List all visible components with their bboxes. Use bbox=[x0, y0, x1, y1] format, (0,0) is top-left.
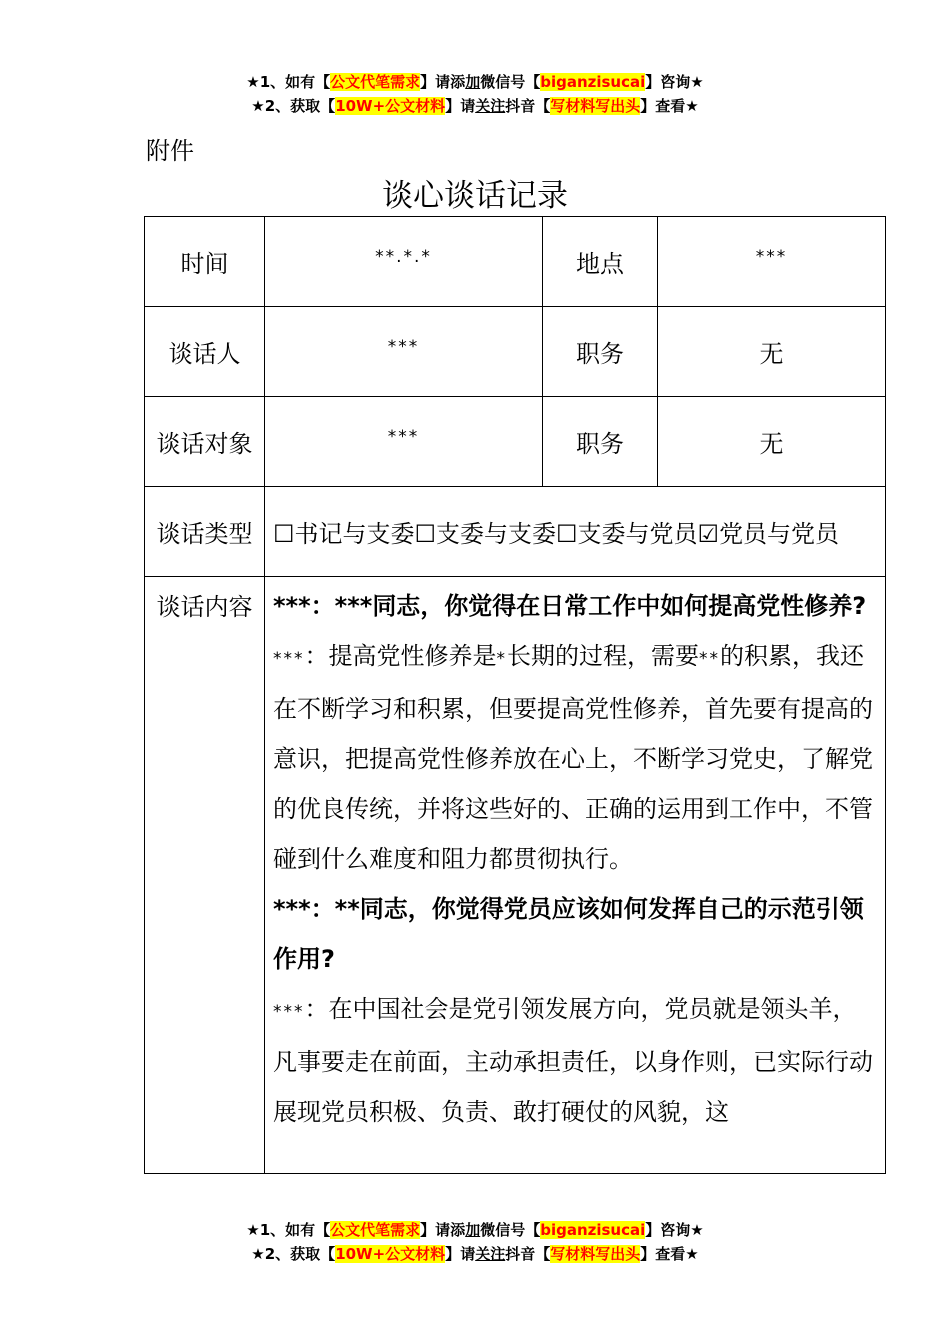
talker-value-text: *** bbox=[387, 336, 420, 357]
promo-text: 】请添 bbox=[420, 1221, 466, 1239]
question-text: 同志，你觉得在日常工作中如何提高党性修养? bbox=[372, 592, 867, 620]
talk-content-body bbox=[273, 581, 877, 1163]
promo-underline: 关注 bbox=[475, 97, 506, 115]
redaction-mark: * bbox=[496, 649, 507, 669]
table-row-content bbox=[145, 577, 886, 1174]
promo-text: ★2、获取【 bbox=[251, 97, 336, 115]
answer-text: 的积累，我还在不断学习和积累，但要提高党性修养，首先要有提高的意识，把提高党性修养放在心上，不断学习党史，了解党的优良传统，并将这些好的、正确的运用到工作中，不管碰到什么难度和阻力都贯彻执行。 bbox=[273, 642, 873, 873]
talker-value bbox=[265, 307, 543, 397]
promo-highlight: biganzisucai bbox=[540, 73, 646, 91]
table-row-time bbox=[145, 217, 886, 307]
promo-text: ★1、如有【 bbox=[246, 1221, 331, 1239]
promo-highlight: 公文代笔需求 bbox=[330, 73, 421, 91]
target-position-value: 无 bbox=[658, 397, 886, 487]
checkbox-icon: ☐ bbox=[414, 520, 437, 548]
promo-line-1 bbox=[0, 70, 950, 94]
speaker-prefix: *** bbox=[273, 1002, 305, 1022]
talk-type-options bbox=[265, 487, 886, 577]
promo-text: 】咨询★ bbox=[645, 73, 704, 91]
checkbox-icon: ☐ bbox=[556, 520, 578, 548]
talk-content-label: 谈话内容 bbox=[145, 577, 265, 1174]
target-position-label: 职务 bbox=[543, 397, 658, 487]
talk-type-option: 支委与党员 bbox=[577, 520, 698, 548]
promo-highlight: 公文代笔需求 bbox=[330, 1221, 421, 1239]
promo-highlight: 写材料写出头 bbox=[550, 97, 641, 115]
checked-checkbox-icon: ☑ bbox=[697, 520, 720, 548]
promo-text: 】咨询★ bbox=[645, 1221, 704, 1239]
question-1 bbox=[273, 581, 877, 631]
promo-text: ★1、如有【 bbox=[246, 73, 331, 91]
promo-text: 】请 bbox=[445, 97, 476, 115]
promo-underline: 加 bbox=[465, 73, 481, 91]
location-value bbox=[658, 217, 886, 307]
promo-highlight: biganzisucai bbox=[540, 1221, 646, 1239]
promo-highlight: 10W+公文材料 bbox=[335, 97, 446, 115]
redaction-mark: ** bbox=[699, 649, 720, 669]
time-label: 时间 bbox=[145, 217, 265, 307]
promo-line-2 bbox=[0, 94, 950, 118]
promo-underline: 关注 bbox=[475, 1245, 506, 1263]
talker-label: 谈话人 bbox=[145, 307, 265, 397]
answer-2 bbox=[273, 984, 877, 1137]
promo-underline: 加 bbox=[465, 1221, 481, 1239]
question-text: 同志，你觉得党员应该如何发挥自己的示范引领作用? bbox=[273, 895, 864, 973]
promo-text: 】请添 bbox=[420, 73, 466, 91]
promo-line-2 bbox=[0, 1242, 950, 1266]
checkbox-icon: ☐ bbox=[273, 520, 295, 548]
speaker-name: ** bbox=[334, 895, 360, 923]
attachment-label: 附件 bbox=[146, 137, 194, 165]
promo-highlight: 10W+公文材料 bbox=[335, 1245, 446, 1263]
promo-text: 】查看★ bbox=[640, 1245, 699, 1263]
promo-line-1 bbox=[0, 1218, 950, 1242]
talk-type-option: 支委与支委 bbox=[436, 520, 557, 548]
talk-type-option: 党员与党员 bbox=[719, 520, 840, 548]
promo-text: 】请 bbox=[445, 1245, 476, 1263]
promo-banner-top bbox=[0, 70, 950, 118]
record-table bbox=[144, 216, 886, 1174]
talk-content bbox=[265, 577, 886, 1174]
table-row-talker bbox=[145, 307, 886, 397]
speaker-prefix: *** bbox=[273, 649, 305, 669]
location-value-text: *** bbox=[755, 246, 788, 267]
speaker-prefix: ***： bbox=[273, 895, 335, 923]
talker-position-value: 无 bbox=[658, 307, 886, 397]
time-value bbox=[265, 217, 543, 307]
table-row-target bbox=[145, 397, 886, 487]
speaker-prefix: ***： bbox=[273, 592, 335, 620]
talker-position-label: 职务 bbox=[543, 307, 658, 397]
talk-type-label: 谈话类型 bbox=[145, 487, 265, 577]
target-value bbox=[265, 397, 543, 487]
promo-banner-bottom bbox=[0, 1218, 950, 1266]
target-label: 谈话对象 bbox=[145, 397, 265, 487]
promo-text: 抖音【 bbox=[505, 1245, 551, 1263]
promo-highlight: 写材料写出头 bbox=[550, 1245, 641, 1263]
speaker-name: *** bbox=[334, 592, 373, 620]
answer-text: 长期的过程，需要 bbox=[507, 642, 699, 670]
answer-1 bbox=[273, 631, 877, 884]
promo-text: 抖音【 bbox=[505, 97, 551, 115]
time-value-text: **.*.* bbox=[375, 246, 432, 267]
talk-type-option: 书记与支委 bbox=[294, 520, 415, 548]
promo-text: 】查看★ bbox=[640, 97, 699, 115]
promo-text: 微信号【 bbox=[480, 1221, 541, 1239]
document-title: 谈心谈话记录 bbox=[382, 178, 568, 214]
table-row-type bbox=[145, 487, 886, 577]
target-value-text: *** bbox=[387, 426, 420, 447]
answer-text: ：提高党性修养是 bbox=[304, 642, 497, 670]
question-2 bbox=[273, 884, 877, 984]
location-label: 地点 bbox=[543, 217, 658, 307]
promo-text: 微信号【 bbox=[480, 73, 541, 91]
answer-text: ：在中国社会是党引领发展方向，党员就是领头羊，凡事要走在前面，主动承担责任，以身作则，已实际行动展现党员积极、负责、敢打硬仗的风貌，这 bbox=[273, 995, 873, 1126]
promo-text: ★2、获取【 bbox=[251, 1245, 336, 1263]
